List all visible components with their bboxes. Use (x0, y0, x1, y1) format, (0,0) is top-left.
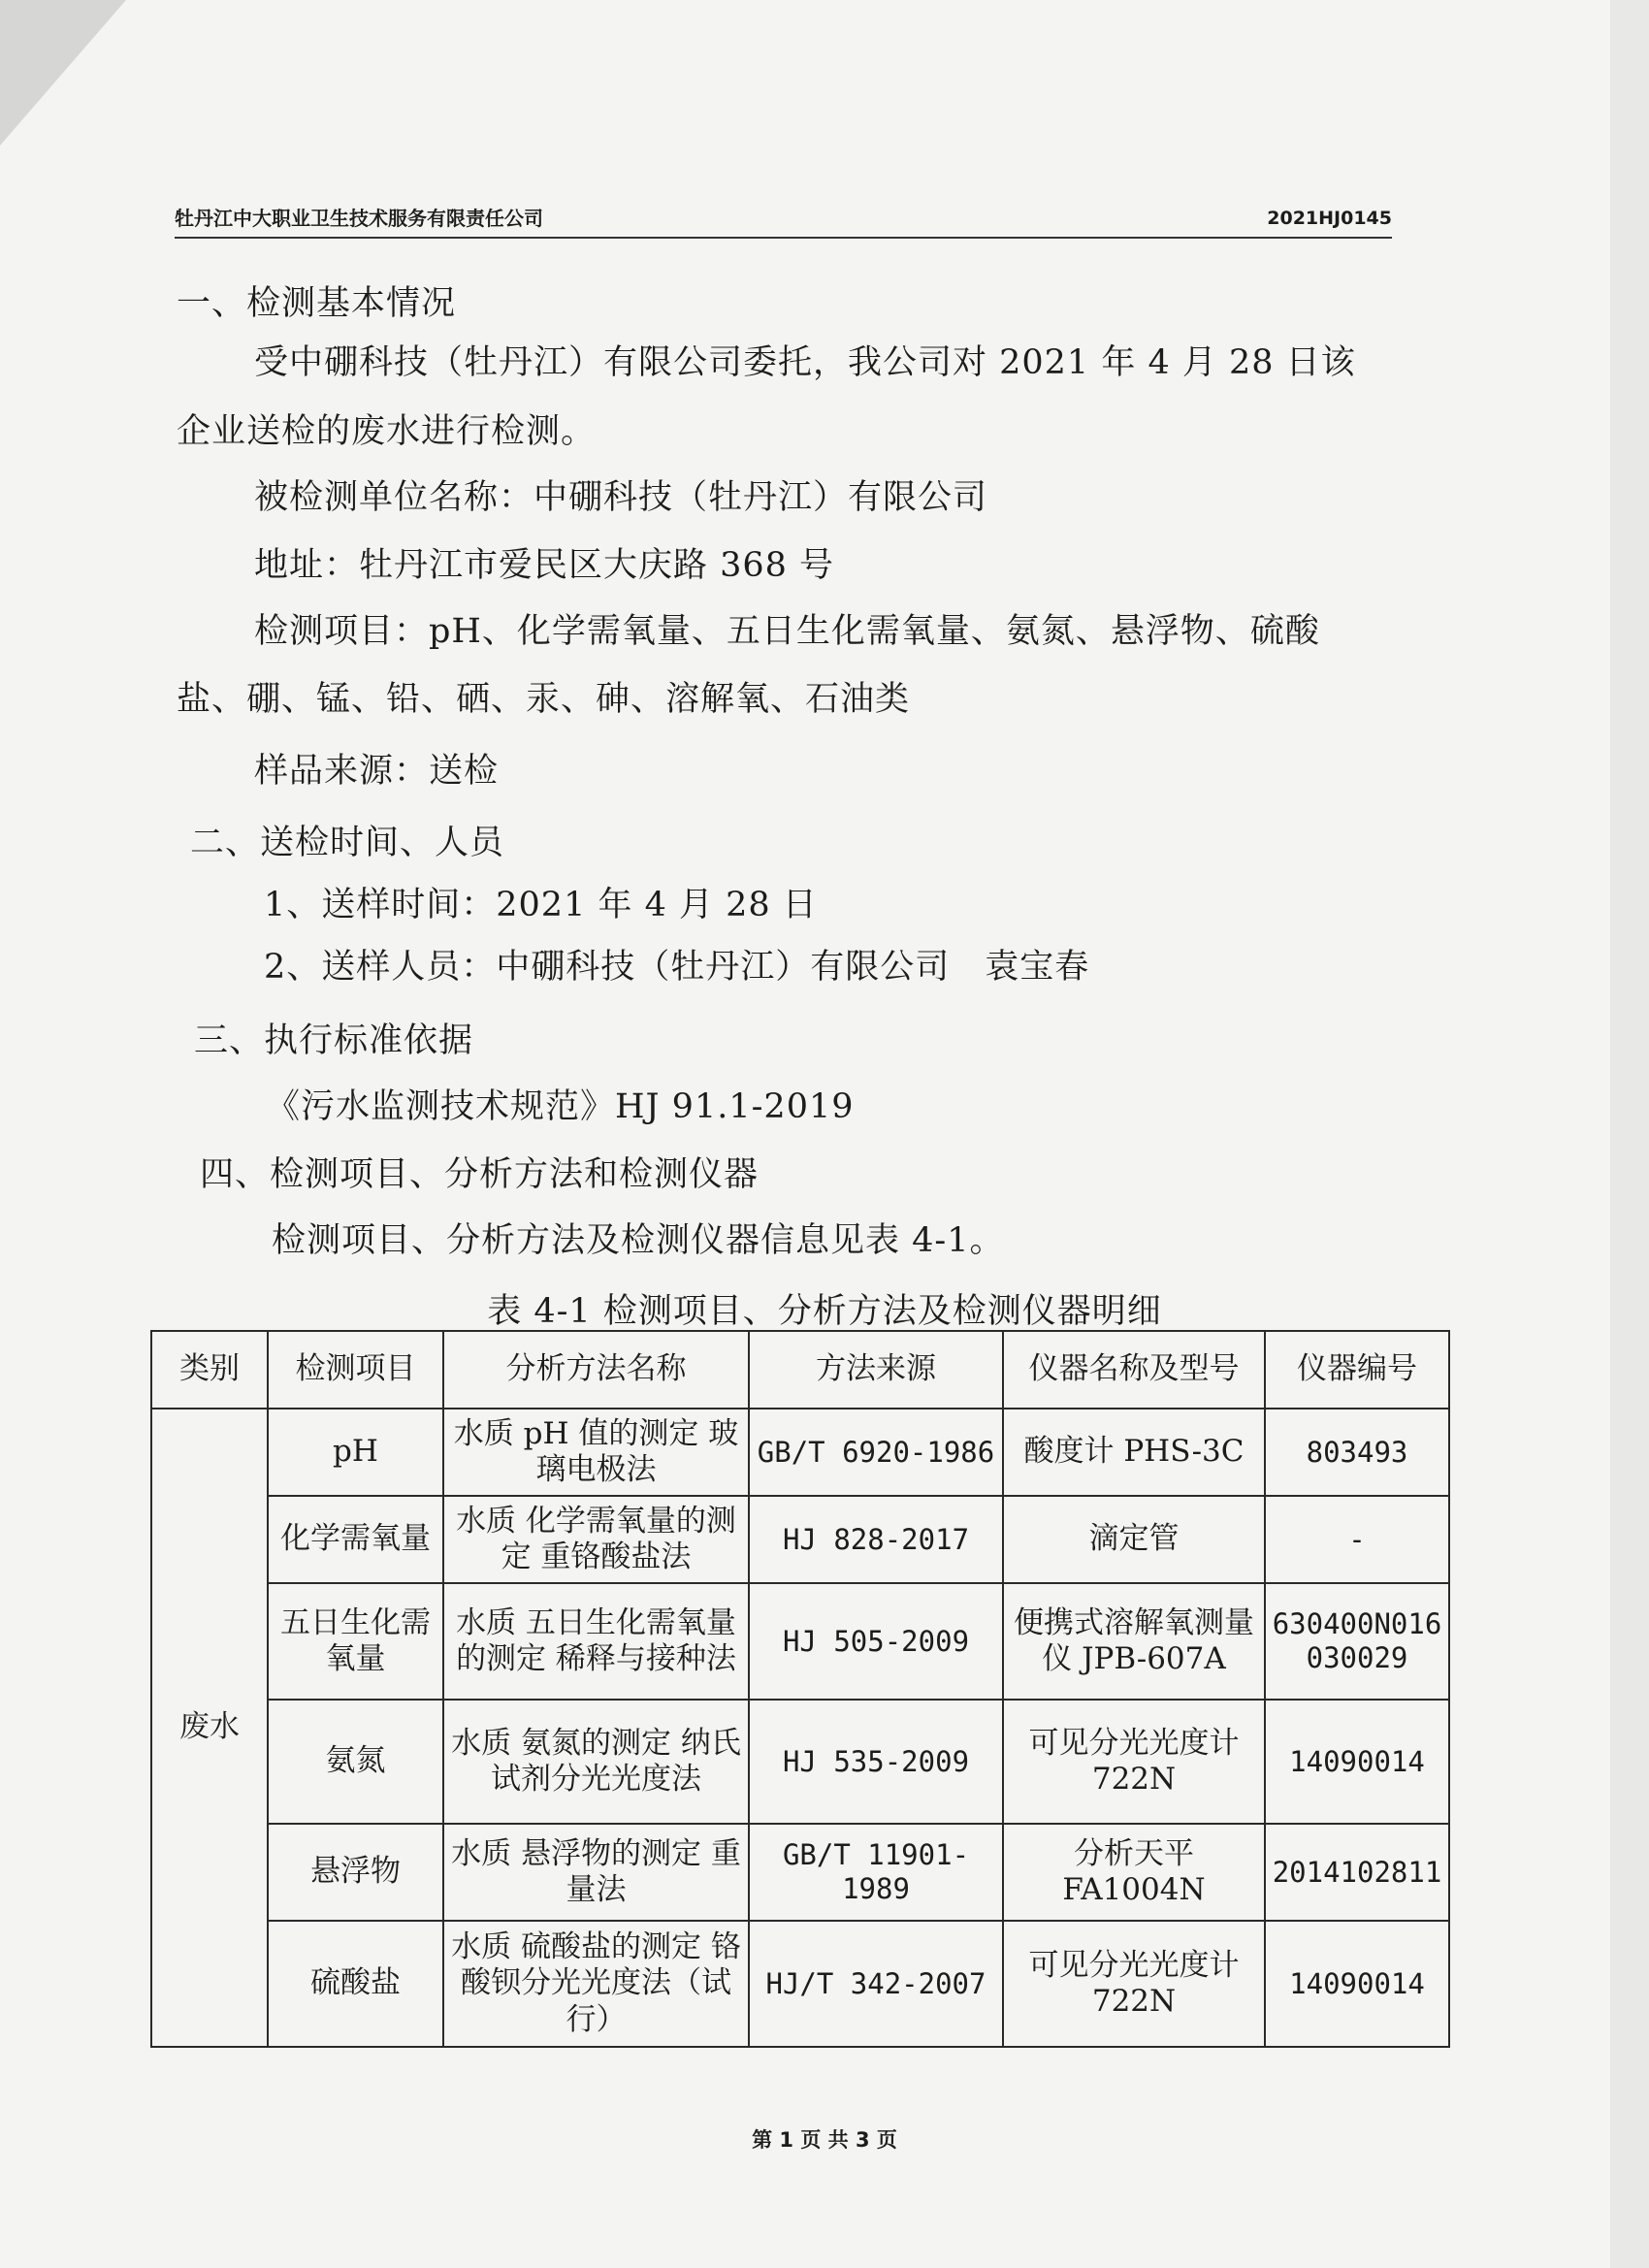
standard-reference: 《污水监测技术规范》HJ 91.1-2019 (266, 1087, 855, 1126)
detail-table (150, 1330, 1450, 2048)
section-1-paragraph-line-2: 企业送检的废水进行检测。 (177, 412, 597, 451)
section-3-title: 三、执行标准依据 (194, 1021, 474, 1060)
method-cell: 水质 pH 值的测定 玻璃电极法 (443, 1409, 749, 1496)
table-row (151, 1824, 1449, 1921)
method-cell: 水质 化学需氧量的测定 重铬酸盐法 (443, 1496, 749, 1583)
item-cell: 化学需氧量 (268, 1496, 443, 1583)
source-cell: HJ 505-2009 (749, 1583, 1003, 1700)
method-cell: 水质 五日生化需氧量的测定 稀释与接种法 (443, 1583, 749, 1700)
section-1-paragraph-line-1: 受中硼科技（牡丹江）有限公司委托，我公司对 2021 年 4 月 28 日该 (254, 343, 1356, 382)
header-doc-number: 2021HJ0145 (1267, 208, 1392, 229)
instrument-no-cell: 803493 (1265, 1409, 1449, 1496)
item-cell: 五日生化需氧量 (268, 1583, 443, 1700)
table-row (151, 1496, 1449, 1583)
header-category: 类别 (151, 1331, 268, 1409)
table-title: 表 4-1 检测项目、分析方法及检测仪器明细 (487, 1292, 1162, 1331)
instrument-no-cell: 630400N016030029 (1265, 1583, 1449, 1700)
instrument-no-cell: 14090014 (1265, 1921, 1449, 2047)
table-row (151, 1409, 1449, 1496)
header-item: 检测项目 (268, 1331, 443, 1409)
test-items-line-2: 盐、硼、锰、铅、硒、汞、砷、溶解氧、石油类 (177, 680, 911, 719)
table-row (151, 1921, 1449, 2047)
header-method: 分析方法名称 (443, 1331, 749, 1409)
test-items-line-1: 检测项目：pH、化学需氧量、五日生化需氧量、氨氮、悬浮物、硫酸 (254, 612, 1320, 651)
table-row (151, 1700, 1449, 1824)
instrument-no-cell: 14090014 (1265, 1700, 1449, 1824)
instrument-cell: 滴定管 (1003, 1496, 1265, 1583)
instrument-cell: 分析天平 FA1004N (1003, 1824, 1265, 1921)
table-row (151, 1583, 1449, 1700)
header-company: 牡丹江中大职业卫生技术服务有限责任公司 (175, 207, 543, 230)
item-cell: 氨氮 (268, 1700, 443, 1824)
source-cell: GB/T 11901-1989 (749, 1824, 1003, 1921)
table-header-row (151, 1331, 1449, 1409)
item-cell: 硫酸盐 (268, 1921, 443, 2047)
instrument-no-cell: 2014102811 (1265, 1824, 1449, 1921)
delivery-person: 2、送样人员：中硼科技（牡丹江）有限公司 袁宝春 (264, 948, 1090, 987)
source-cell: HJ 828-2017 (749, 1496, 1003, 1583)
instrument-cell: 可见分光光度计 722N (1003, 1921, 1265, 2047)
item-cell: 悬浮物 (268, 1824, 443, 1921)
section-2-title: 二、送检时间、人员 (190, 824, 505, 862)
folded-corner (0, 0, 126, 146)
instrument-cell: 便携式溶解氧测量仪 JPB-607A (1003, 1583, 1265, 1700)
tested-unit-address: 地址：牡丹江市爱民区大庆路 368 号 (254, 546, 835, 585)
section-1-title: 一、检测基本情况 (177, 284, 457, 323)
method-cell: 水质 悬浮物的测定 重量法 (443, 1824, 749, 1921)
header-instrument: 仪器名称及型号 (1003, 1331, 1265, 1409)
delivery-time: 1、送样时间：2021 年 4 月 28 日 (264, 886, 818, 924)
instrument-cell: 酸度计 PHS-3C (1003, 1409, 1265, 1496)
source-cell: HJ/T 342-2007 (749, 1921, 1003, 2047)
source-cell: HJ 535-2009 (749, 1700, 1003, 1824)
source-cell: GB/T 6920-1986 (749, 1409, 1003, 1496)
header-instrument-no: 仪器编号 (1265, 1331, 1449, 1409)
instrument-cell: 可见分光光度计 722N (1003, 1700, 1265, 1824)
header-source: 方法来源 (749, 1331, 1003, 1409)
page-header (175, 200, 1392, 239)
tested-unit-name: 被检测单位名称：中硼科技（牡丹江）有限公司 (254, 478, 988, 517)
method-cell: 水质 氨氮的测定 纳氏试剂分光光度法 (443, 1700, 749, 1824)
page-footer: 第 1 页 共 3 页 (752, 2128, 897, 2152)
section-4-title: 四、检测项目、分析方法和检测仪器 (200, 1155, 760, 1194)
item-cell: pH (268, 1409, 443, 1496)
instrument-no-cell: - (1265, 1496, 1449, 1583)
category-cell: 废水 (151, 1409, 268, 2047)
method-cell: 水质 硫酸盐的测定 铬酸钡分光光度法（试行） (443, 1921, 749, 2047)
page-edge-shadow (1610, 0, 1649, 2268)
sample-source: 样品来源：送检 (254, 752, 500, 791)
section-4-intro: 检测项目、分析方法及检测仪器信息见表 4-1。 (272, 1221, 1005, 1260)
